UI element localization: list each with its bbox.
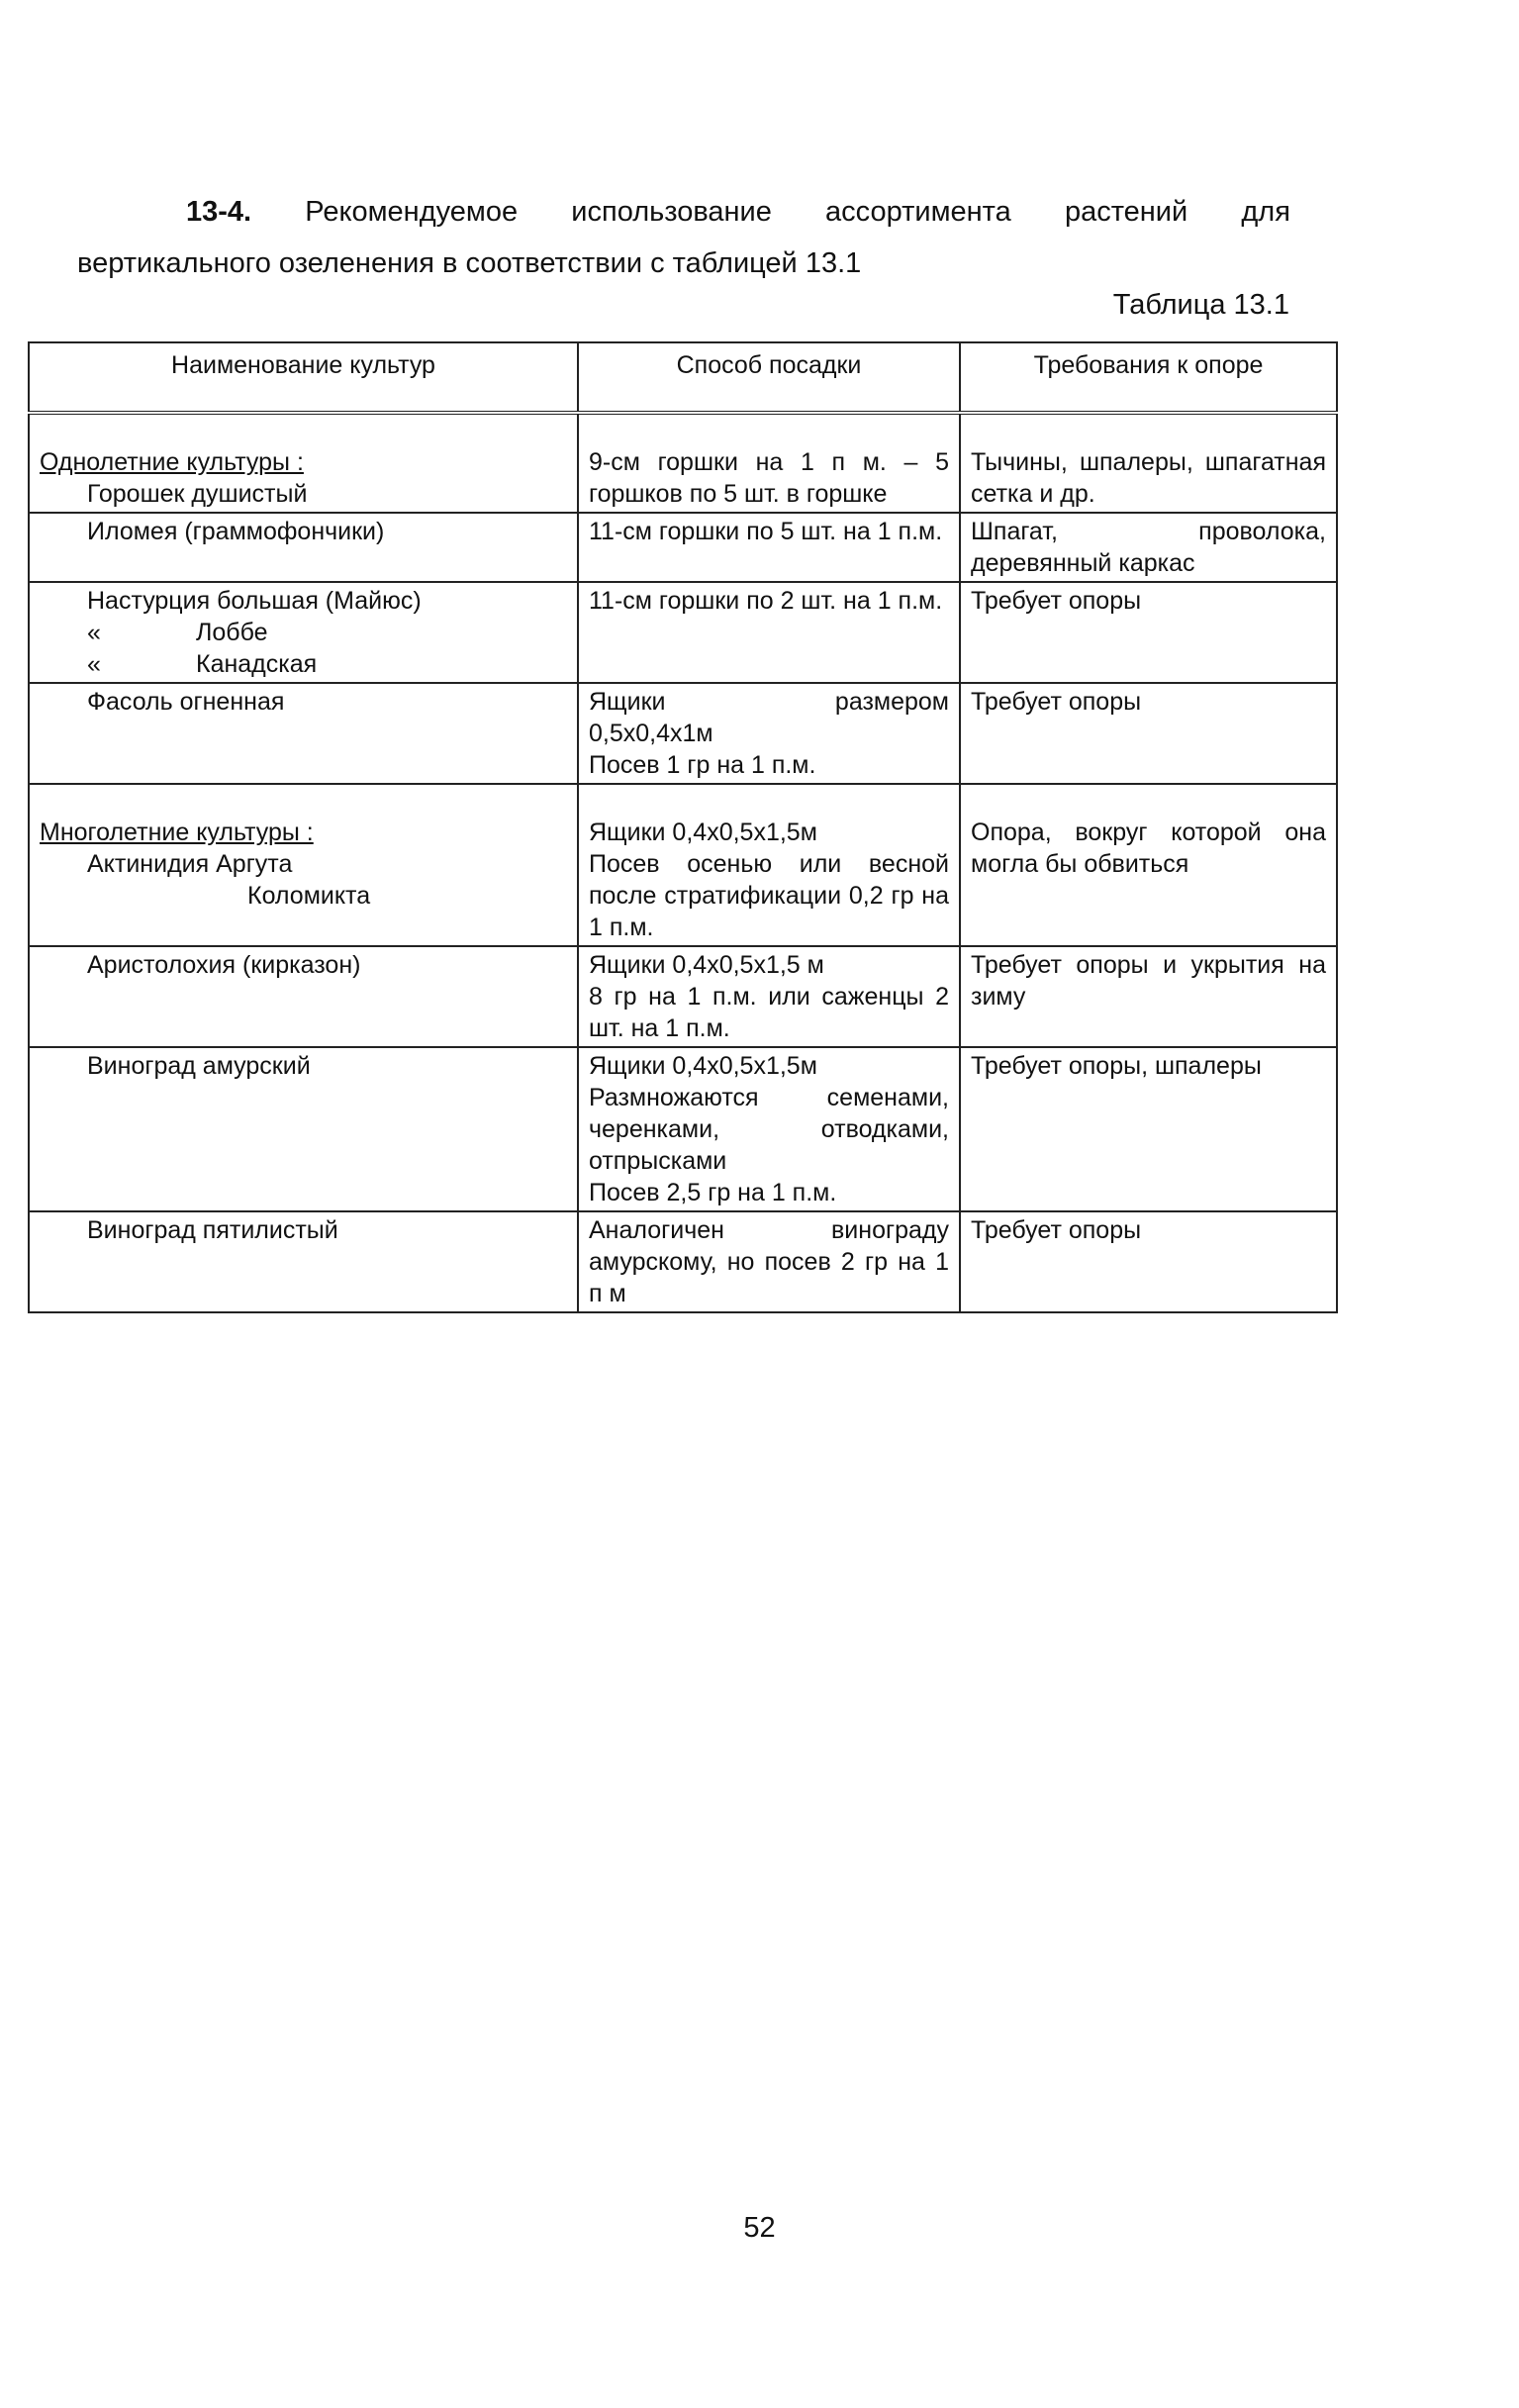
culture-variety: « Лоббе — [87, 619, 268, 646]
culture-name: Актинидия Аргута — [87, 850, 293, 878]
culture-name: Иломея (граммофончики) — [87, 518, 385, 545]
culture-variety: Коломикта — [247, 882, 371, 910]
annual-group-label: Однолетние культуры : — [40, 448, 304, 476]
support-requirement: Требует опоры, шпалеры — [971, 1052, 1262, 1080]
culture-name: Горошек душистый — [87, 480, 308, 508]
table-row — [29, 946, 1337, 1047]
heading-word: Рекомендуемое — [305, 196, 519, 228]
table-row — [29, 582, 1337, 683]
planting-method: 11-см горшки по 2 шт. на 1 п.м. — [589, 587, 943, 615]
heading-word: ассортимента — [825, 196, 1011, 228]
section-heading — [77, 186, 1290, 289]
culture-name: Виноград амурский — [87, 1052, 311, 1080]
support-requirement: Опора, вокруг которой она могла бы обвиться — [971, 819, 1326, 878]
planting-method: 11-см горшки по 5 шт. на 1 п.м. — [589, 518, 943, 545]
table-row — [29, 413, 1337, 513]
culture-variety: « Канадская — [87, 650, 318, 678]
planting-line: Посев 2,5 гр на 1 п.м. — [589, 1179, 837, 1206]
support-requirement: Тычины, шпалеры, шпагатная сетка и др. — [971, 448, 1326, 508]
perennial-group-label: Многолетние культуры : — [40, 819, 314, 846]
heading-word: растений — [1064, 196, 1188, 228]
support-requirement: Требует опоры — [971, 688, 1142, 716]
planting-line: Ящики 0,4х0,5х1,5м — [589, 819, 817, 846]
planting-line: Посев осенью или весной после стратификации 0,2 гр на 1 п.м. — [589, 850, 949, 941]
heading-word: использование — [571, 196, 772, 228]
section-number: 13-4. — [186, 196, 252, 228]
table-row — [29, 1047, 1337, 1211]
header-name: Наименование культур — [29, 342, 578, 413]
support-requirement: Требует опоры и укрытия на зиму — [971, 951, 1326, 1011]
support-requirement: Требует опоры — [971, 1216, 1142, 1244]
plants-table — [28, 341, 1338, 1313]
planting-line: Ящики 0,4х0,5х1,5м — [589, 1052, 817, 1080]
planting-line: Посев 1 гр на 1 п.м. — [589, 751, 816, 779]
table-caption: Таблица 13.1 — [1112, 289, 1289, 321]
culture-name: Настурция большая (Майюс) — [87, 587, 422, 615]
culture-name: Виноград пятилистый — [87, 1216, 338, 1244]
heading-line-1 — [77, 186, 1290, 238]
header-support: Требования к опоре — [960, 342, 1337, 413]
culture-name: Аристолохия (кирказон) — [87, 951, 361, 979]
table-row — [29, 513, 1337, 582]
support-requirement: Шпагат, проволока, деревянный каркас — [971, 518, 1326, 577]
support-requirement: Требует опоры — [971, 587, 1142, 615]
table-header-row — [29, 342, 1337, 413]
planting-method: 9-см горшки на 1 п м. – 5 горшков по 5 шт. в горшке — [589, 448, 949, 508]
planting-line: Размножаются семенами, черенками, отводками, отпрысками — [589, 1084, 949, 1175]
planting-line: Ящики 0,4х0,5х1,5 м — [589, 951, 824, 979]
header-planting: Способ посадки — [578, 342, 960, 413]
culture-name: Фасоль огненная — [87, 688, 285, 716]
planting-line: 8 гр на 1 п.м. или саженцы 2 шт. на 1 п.м. — [589, 983, 949, 1042]
table-row — [29, 683, 1337, 784]
table-row — [29, 1211, 1337, 1312]
planting-line: Ящики размером — [589, 688, 949, 716]
table-row — [29, 784, 1337, 946]
planting-line: 0,5х0,4х1м — [589, 720, 713, 747]
planting-method: Аналогичен винограду амурскому, но посев 2 гр на 1 п м — [589, 1216, 949, 1307]
page-number: 52 — [743, 2212, 776, 2244]
heading-word: для — [1241, 196, 1290, 228]
heading-line-2: вертикального озеленения в соответствии с таблицей 13.1 — [77, 247, 862, 279]
